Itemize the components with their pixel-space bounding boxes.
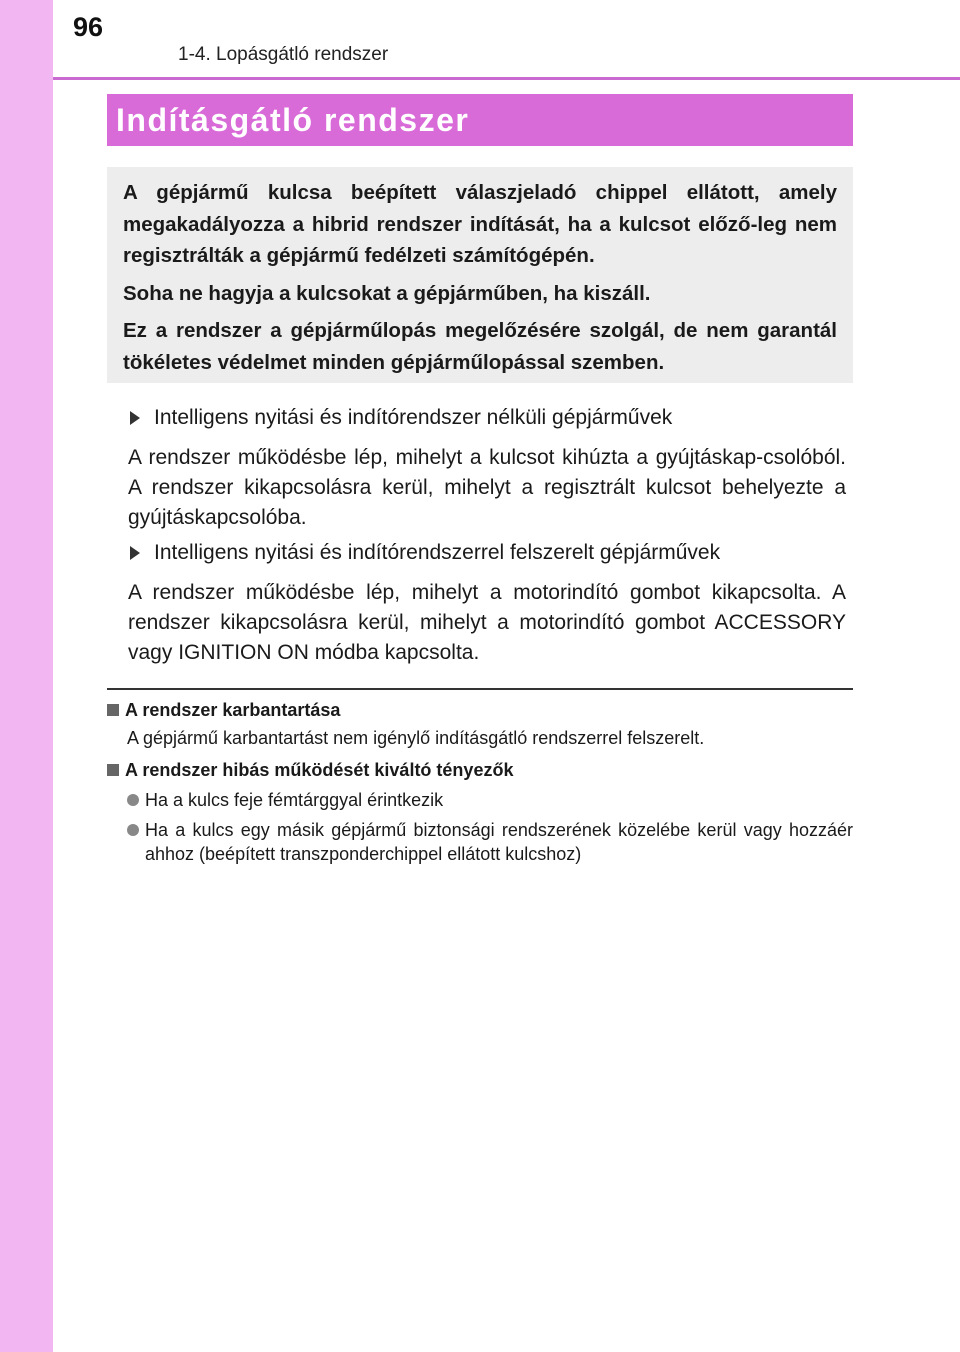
round-bullet-icon xyxy=(127,824,139,836)
page-number: 96 xyxy=(73,12,104,42)
section-body: A rendszer működésbe lép, mihelyt a motorindító gombot kikapcsolta. A rendszer kikapcsolásra kerül, mihelyt a motorindító gombot ACCESSORY vagy IGNITION ON módba kapcsolta. xyxy=(128,581,846,664)
list-item xyxy=(127,788,853,812)
note-heading xyxy=(107,758,853,782)
intro-box xyxy=(107,167,853,383)
note-heading xyxy=(107,698,853,722)
intro-paragraph-1: A gépjármű kulcsa beépített válaszjeladó chippel ellátott, amely megakadályozza a hibrid rendszer indítását, ha a kulcsot előző-leg nem regisztrálták a gépjármű fedélzeti számítógépén. xyxy=(123,181,837,267)
header-rule xyxy=(53,77,960,80)
note-maintenance xyxy=(107,698,853,750)
section-heading xyxy=(128,403,846,433)
note-heading-text: A rendszer hibás működését kiváltó tényezők xyxy=(125,760,514,780)
section-no-smart-key xyxy=(128,403,846,533)
section-title-bar xyxy=(107,94,853,146)
list-item-text: Ha a kulcs feje fémtárggyal érintkezik xyxy=(145,790,444,810)
square-bullet-icon xyxy=(107,764,119,776)
chapter-title: 1-4. Lopásgátló rendszer xyxy=(178,44,389,65)
round-bullet-icon xyxy=(127,794,139,806)
side-color-band xyxy=(0,0,53,1352)
triangle-bullet-icon xyxy=(130,411,140,425)
divider-line xyxy=(107,688,853,690)
note-heading-text: A rendszer karbantartása xyxy=(125,700,341,720)
intro-paragraph-2: Soha ne hagyja a kulcsokat a gépjárműben, ha kiszáll. xyxy=(123,281,651,305)
section-smart-key xyxy=(128,538,846,668)
triangle-bullet-icon xyxy=(130,546,140,560)
list-item xyxy=(127,818,853,866)
section-body: A rendszer működésbe lép, mihelyt a kulcsot kihúzta a gyújtáskap-csolóból. A rendszer kikapcsolásra kerül, mihelyt a regisztrált kulcsot behelyezte a gyújtáskapcsolóba. xyxy=(128,446,846,529)
square-bullet-icon xyxy=(107,704,119,716)
section-heading xyxy=(128,538,846,568)
list-item-text: Ha a kulcs egy másik gépjármű biztonsági rendszerének közelébe kerül vagy hozzáér ahhoz (beépített transzponderchippel ellátott kulcshoz) xyxy=(145,820,853,864)
section-heading-text: Intelligens nyitási és indítórendszer nélküli gépjárművek xyxy=(154,406,673,429)
note-malfunction-causes xyxy=(107,758,853,866)
section-heading-text: Intelligens nyitási és indítórendszerrel felszerelt gépjárművek xyxy=(154,541,721,564)
note-text: A gépjármű karbantartást nem igénylő indításgátló rendszerrel felszerelt. xyxy=(127,728,705,748)
section-title: Indításgátló rendszer xyxy=(116,101,470,138)
intro-paragraph-3: Ez a rendszer a gépjárműlopás megelőzésére szolgál, de nem garantál tökéletes védelmet minden gépjárműlopással szemben. xyxy=(123,319,837,374)
